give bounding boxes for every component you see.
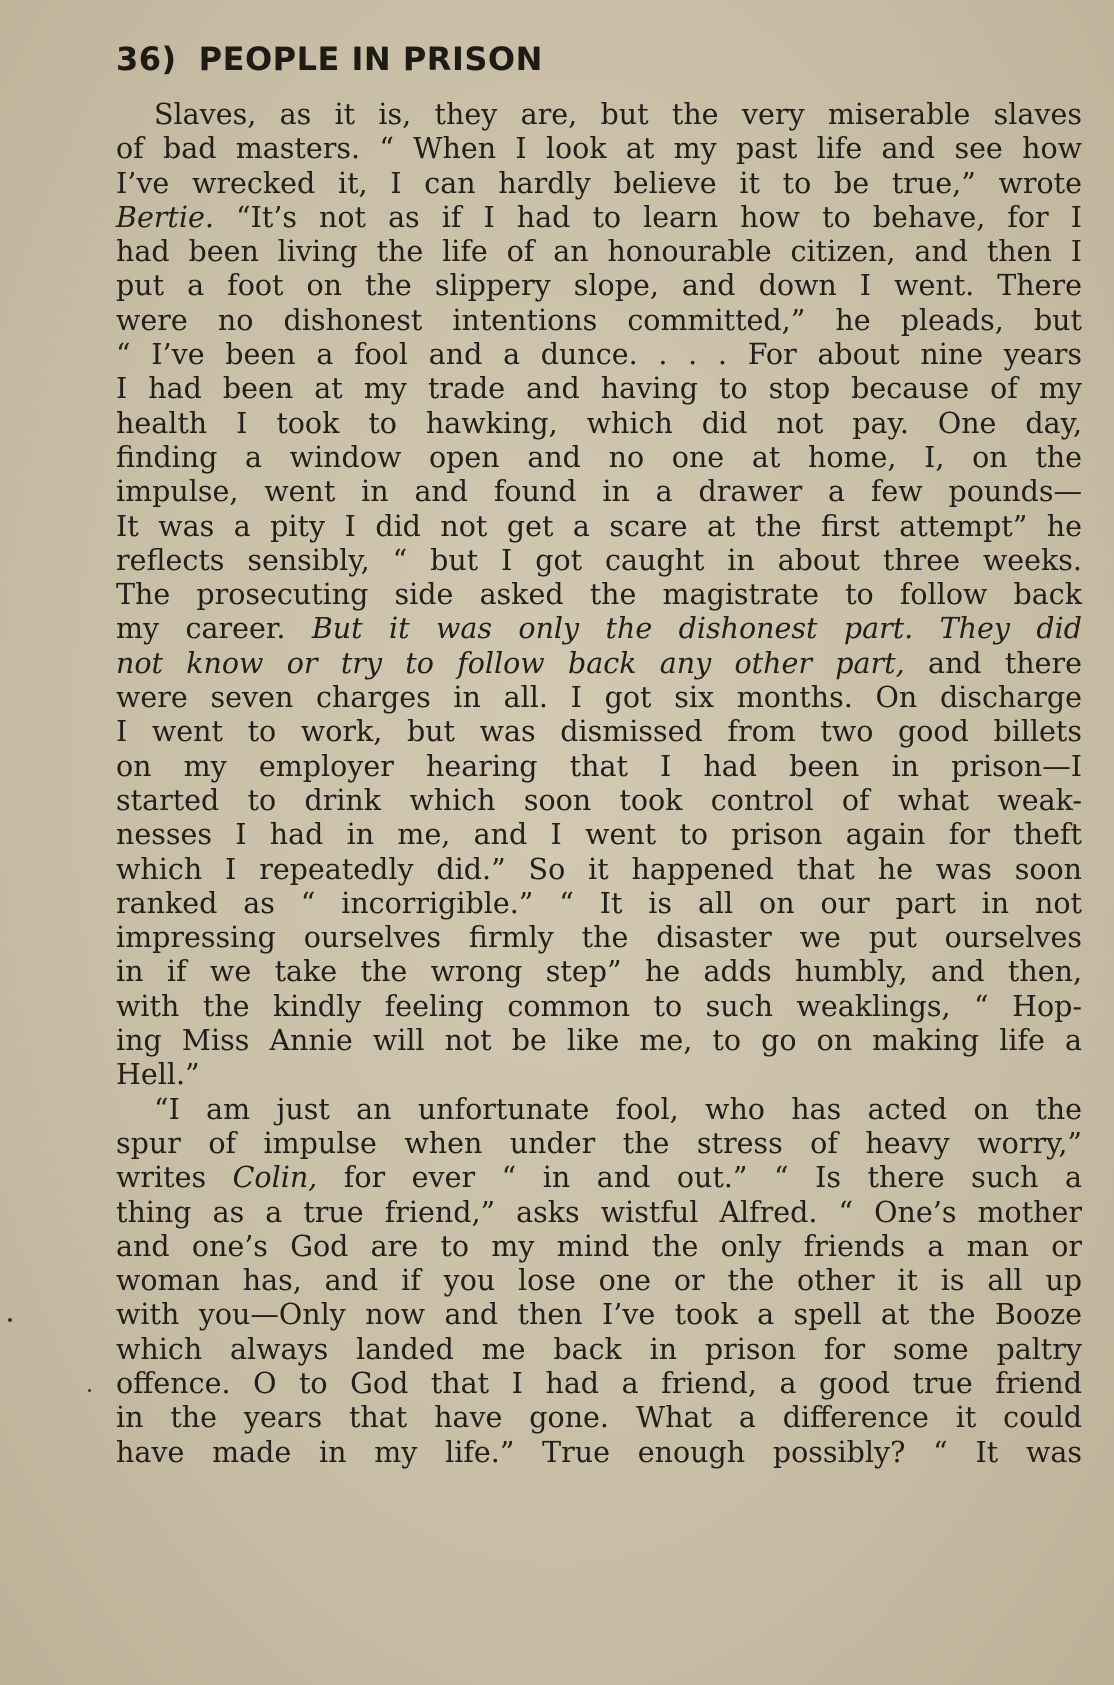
margin-speck: [88, 1389, 91, 1392]
text-line: [116, 167, 1082, 201]
text-segment: Hell.”: [116, 1058, 200, 1092]
text-segment: on my employer hearing that I had been in prison—I: [116, 749, 1082, 783]
text-line: [116, 269, 1082, 303]
text-segment: The prosecuting side asked the magistrate to follow back: [116, 578, 1082, 612]
text-line: [116, 715, 1082, 749]
text-segment: of bad masters. “ When I look at my past life and see how: [116, 132, 1082, 166]
text-segment: reflects sensibly, “ but I got caught in about three weeks.: [116, 543, 1082, 577]
text-line: [116, 921, 1082, 955]
text-segment: were seven charges in all. I got six months. On discharge: [116, 681, 1082, 715]
text-line: [116, 338, 1082, 372]
text-line: [116, 1298, 1082, 1332]
text-line: [116, 955, 1082, 989]
text-line: [116, 990, 1082, 1024]
text-segment: and one’s God are to my mind the only friends a man or: [116, 1229, 1082, 1263]
text-line: [116, 612, 1082, 646]
text-line: [116, 1127, 1082, 1161]
text-line: [116, 132, 1082, 166]
text-segment: woman has, and if you lose one or the other it is all up: [116, 1264, 1082, 1298]
text-line: [116, 201, 1082, 235]
text-line: [116, 784, 1082, 818]
text-line: [116, 1230, 1082, 1264]
text-line: [116, 1264, 1082, 1298]
body-text: [116, 98, 1082, 1470]
text-line: [116, 1436, 1082, 1470]
text-line: [116, 407, 1082, 441]
text-line: [116, 441, 1082, 475]
italic-text: not know or try to follow back any other part,: [116, 646, 905, 680]
text-segment: I had been at my trade and having to stop because of my: [116, 372, 1082, 406]
text-line: [116, 475, 1082, 509]
text-segment: impressing ourselves firmly the disaster we put ourselves: [116, 921, 1082, 955]
text-segment: thing as a true friend,” asks wistful Alfred. “ One’s mother: [116, 1195, 1082, 1229]
text-segment: which I repeatedly did.” So it happened that he was soon: [116, 852, 1082, 886]
running-header: [116, 40, 543, 78]
text-line: [116, 372, 1082, 406]
text-segment: ing Miss Annie will not be like me, to go on making life a: [116, 1024, 1082, 1058]
text-segment: I’ve wrecked it, I can hardly believe it to be true,” wrote: [116, 166, 1082, 200]
italic-text: Bertie.: [116, 200, 214, 234]
text-line: [116, 1196, 1082, 1230]
text-line: [116, 1333, 1082, 1367]
text-segment: I went to work, but was dismissed from two good billets: [116, 715, 1082, 749]
text-segment: impulse, went in and found in a drawer a few pounds—: [116, 475, 1082, 509]
text-line: [116, 304, 1082, 338]
text-segment: “ I’ve been a fool and a dunce. . . . For about nine years: [116, 338, 1082, 372]
margin-speck: [8, 1318, 12, 1322]
text-line: [116, 750, 1082, 784]
text-segment: have made in my life.” True enough possibly? “ It was: [116, 1435, 1082, 1469]
text-segment: finding a window open and no one at home, I, on the: [116, 440, 1082, 474]
text-line: [116, 544, 1082, 578]
text-line: [116, 681, 1082, 715]
text-segment: and there: [904, 646, 1083, 680]
text-line: [116, 1161, 1082, 1195]
text-segment: with the kindly feeling common to such weaklings, “ Hop-: [116, 989, 1082, 1023]
italic-text: But it was only the dishonest part. They did: [311, 612, 1082, 646]
text-segment: ranked as “ incorrigible.” “ It is all on our part in not: [116, 886, 1082, 920]
text-segment: which always landed me back in prison for some paltry: [116, 1332, 1082, 1366]
running-title: PEOPLE IN PRISON: [198, 40, 543, 78]
text-segment: were no dishonest intentions committed,” he pleads, but: [116, 303, 1082, 337]
text-segment: for ever “ in and out.” “ Is there such a: [317, 1161, 1083, 1195]
text-segment: writes: [116, 1161, 233, 1195]
text-line: [116, 1093, 1082, 1127]
text-segment: in if we take the wrong step” he adds humbly, and then,: [116, 955, 1082, 989]
text-line: [116, 1401, 1082, 1435]
italic-text: Colin,: [232, 1161, 318, 1195]
text-segment: It was a pity I did not get a scare at the first attempt” he: [116, 509, 1082, 543]
page-number: 36): [116, 40, 177, 78]
text-line: [116, 510, 1082, 544]
text-segment: my career.: [116, 612, 312, 646]
text-line: [116, 1058, 1082, 1092]
text-segment: health I took to hawking, which did not pay. One day,: [116, 406, 1082, 440]
text-line: [116, 98, 1082, 132]
text-segment: spur of impulse when under the stress of heavy worry,”: [116, 1126, 1082, 1160]
text-segment: started to drink which soon took control of what weak-: [116, 783, 1082, 817]
text-line: [116, 887, 1082, 921]
text-segment: nesses I had in me, and I went to prison again for theft: [116, 818, 1082, 852]
text-segment: “It’s not as if I had to learn how to behave, for I: [213, 200, 1082, 234]
text-segment: offence. O to God that I had a friend, a good true friend: [116, 1366, 1082, 1400]
text-segment: put a foot on the slippery slope, and down I went. There: [116, 269, 1082, 303]
text-segment: had been living the life of an honourable citizen, and then I: [116, 235, 1082, 269]
text-segment: with you—Only now and then I’ve took a spell at the Booze: [116, 1298, 1082, 1332]
text-line: [116, 818, 1082, 852]
text-line: [116, 1024, 1082, 1058]
text-line: [116, 647, 1082, 681]
text-line: [116, 235, 1082, 269]
text-segment: “I am just an unfortunate fool, who has acted on the: [154, 1092, 1082, 1126]
text-line: [116, 853, 1082, 887]
text-line: [116, 578, 1082, 612]
text-segment: in the years that have gone. What a difference it could: [116, 1401, 1082, 1435]
text-segment: Slaves, as it is, they are, but the very miserable slaves: [154, 98, 1082, 131]
text-line: [116, 1367, 1082, 1401]
